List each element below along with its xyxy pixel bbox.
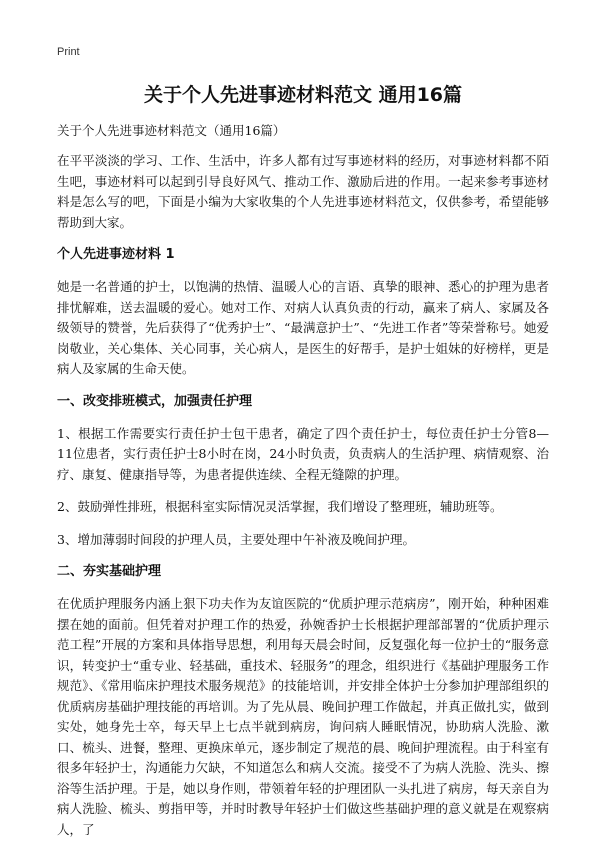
subheading-basic-nursing: 二、夯实基础护理 xyxy=(57,564,162,579)
subheading-change-scheduling: 一、改变排班模式，加强责任护理 xyxy=(57,393,253,409)
paragraph-item-3: 3、增加薄弱时间段的护理人员，主要处理中午补液及晚间护理。 xyxy=(57,531,415,547)
document-title: 关于个人先进事迹材料范文 通用16篇 xyxy=(143,84,463,106)
paragraph-item-2: 2、鼓励弹性排班，根据科室实际情况灵活掌握，我们增设了整理班，辅助班等。 xyxy=(57,499,503,514)
document-body xyxy=(57,151,549,852)
intro-paragraph: 在平平淡淡的学习、工作、生活中，许多人都有过写事迹材料的经历，对事迹材料都不陌生吧，事迹材料可以起到引导良好风气、推动工作、激励后进的作用。一起来参考事迹材料是怎么写的吧，下面是小编为大家收集的个人先进事迹材料范文，仅供参考，希望能够帮助到大家。 xyxy=(57,153,549,230)
basic-nursing-paragraph: 在优质护理服务内涵上狠下功夫作为友谊医院的“优质护理示范病房”，刚开始，种种困难摆在她的面前。但凭着对护理工作的热爱，孙婉香护士长根据护理部部署的“优质护理示范工程”开展的方案和具体指导思想，利用每天晨会时间，反复强化每一位护士的“服务意识，转变护士“重专业、轻基础，重技术、轻服务”的理念，组织进行《基础护理服务工作规范》、《常用临床护理技术服务规范》的技能培训，并安排全体护士分参加护理部组织的优质病房基础护理技能的再培训。为了先从晨、晚间护理工作做起，并真正做扎实，做到实处，她身先士卒，每天早上七点半就到病房，询问病人睡眠情况，协助病人洗脸、漱口、梳头、进餐，整理、更换床单元，逐步制定了规范的晨、晚间护理流程。由于科室有很多年轻护士，沟通能力欠缺，不知道怎么和病人交流。接受不了为病人洗脸、洗头、擦浴等生活护理。于是，她以身作则，带领着年轻的护理团队一头扎进了病房，每天亲自为病人洗脸、梳头、剪指甲等，并时时教导年轻护士们做这些基础护理的意义就是在观察病人，了 xyxy=(57,596,549,837)
paragraph-item-1: 1、根据工作需要实行责任护士包干患者，确定了四个责任护士，每位责任护士分管8—11位患者，实行责任护士8小时在岗，24小时负责，负责病人的生活护理、病情观察、治疗、康复、健康指导等，为患者提供连续、全程无缝隙的护理。 xyxy=(57,425,549,482)
section-heading-1: 个人先进事迹材料 1 xyxy=(57,247,175,262)
section-1-paragraph: 她是一名普通的护士，以饱满的热情、温暖人心的言语、真挚的眼神、悉心的护理为患者排忧解难，送去温暖的爱心。她对工作、对病人认真负责的行动，赢来了病人、家属及各级领导的赞誉，先后获得了“优秀护士”、“最满意护士”、“先进工作者”等荣誉称号。她爱岗敬业，关心集体、关心同事，关心病人，是医生的好帮手，是护士姐妹的好榜样，更是病人及家属的生命天使。 xyxy=(57,279,549,376)
print-link[interactable]: Print xyxy=(57,46,80,58)
document-subtitle: 关于个人先进事迹材料范文（通用16篇） xyxy=(57,123,286,138)
